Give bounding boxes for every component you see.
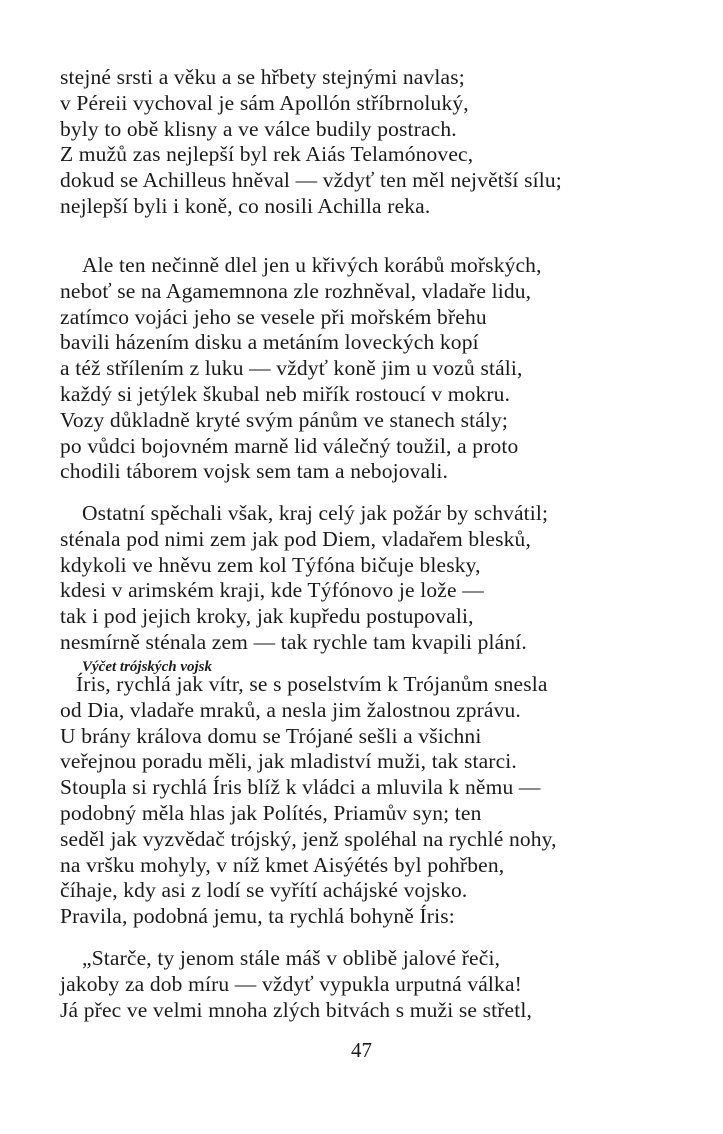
verse-line: Íris, rychlá jak vítr, se s poselstvím k Trójanům snesla [76, 672, 548, 696]
verse-line: a též střílením z luku — vždyť koně jim u vozů stáli, [60, 356, 523, 381]
section-heading: Výčet trójských vojsk [82, 659, 212, 675]
verse-line: bavili házením disku a metáním loveckých kopí [60, 330, 479, 355]
verse-line: „Starče, ty jenom stále máš v oblibě jalové řeči, [82, 946, 501, 970]
verse-line: veřejnou poradu měli, jak mladiství muži, tak starci. [60, 749, 517, 774]
verse-line: Ale ten nečinně dlel jen u křivých korábů mořských, [82, 253, 542, 277]
verse-line: chodili táborem vojsk sem tam a nebojovali. [60, 459, 448, 484]
verse-line: zatímco vojáci jeho se vesele při mořském břehu [60, 304, 487, 329]
verse-line: Pravila, podobná jemu, ta rychlá bohyně Íris: [60, 904, 455, 929]
verse-line: sténala pod nimi zem jak pod Diem, vladařem blesků, [60, 526, 531, 551]
verse-line: v Péreii vychoval je sám Apollón stříbrnoluký, [60, 90, 469, 115]
page-number: 47 [351, 1038, 372, 1062]
verse-line: od Dia, vladaře mraků, a nesla jim žalostnou zprávu. [60, 697, 521, 722]
verse-line: Z mužů zas nejlepší byl rek Aiás Telamónovec, [60, 142, 474, 167]
verse-line: Já přec ve velmi mnoha zlých bitvách s muži se střetl, [60, 997, 532, 1022]
verse-line: Vozy důkladně kryté svým pánům ve stanech stály; [60, 407, 509, 432]
verse-line: U brány králova domu se Trójané sešli a všichni [60, 723, 482, 748]
verse-line: každý si jetýlek škubal neb miřík rostoucí v mokru. [60, 381, 511, 406]
verse-line: neboť se na Agamemnona zle rozhněval, vladaře lidu, [60, 278, 532, 303]
verse-stanza-2 [60, 253, 680, 485]
verse-line: tak i pod jejich kroky, jak kupředu postupovali, [60, 604, 474, 629]
verse-line: stejné srsti a věku a se hřbety stejnými navlas; [60, 65, 465, 89]
verse-line: nesmírně sténala zem — tak rychle tam kvapili plání. [60, 629, 527, 654]
verse-line: dokud se Achilleus hněval — vždyť ten měl největší sílu; [60, 168, 562, 193]
verse-stanza-5 [60, 946, 680, 1023]
verse-line: číhaje, kdy asi z lodí se vyřítí achájské vojsko. [60, 878, 468, 903]
verse-line: kdykoli ve hněvu zem kol Týfóna bičuje blesky, [60, 552, 481, 577]
verse-line: Ostatní spěchali však, kraj celý jak požár by schvátil; [82, 501, 549, 525]
verse-line: jakoby za dob míru — vždyť vypukla urputná válka! [60, 971, 522, 996]
verse-line: byly to obě klisny a ve válce budily postrach. [60, 116, 457, 141]
verse-line: podobný měla hlas jak Polítés, Priamův syn; ten [60, 800, 482, 825]
verse-line: kdesi v arimském kraji, kde Týfónovo je lože — [60, 578, 484, 603]
verse-stanza-3 [60, 501, 680, 656]
verse-line: po vůdci bojovném marně lid válečný toužil, a proto [60, 433, 519, 458]
verse-line: Stoupla si rychlá Íris blíž k vládci a mluvila k němu — [60, 775, 541, 800]
verse-stanza-4 [60, 672, 680, 930]
verse-line: seděl jak vyzvědač trójský, jenž spoléhal na rychlé nohy, [60, 826, 557, 851]
verse-line: nejlepší byli i koně, co nosili Achilla reka. [60, 193, 431, 218]
verse-line: na vršku mohyly, v níž kmet Aisýétés byl pohřben, [60, 852, 505, 877]
verse-stanza-1 [60, 65, 680, 220]
